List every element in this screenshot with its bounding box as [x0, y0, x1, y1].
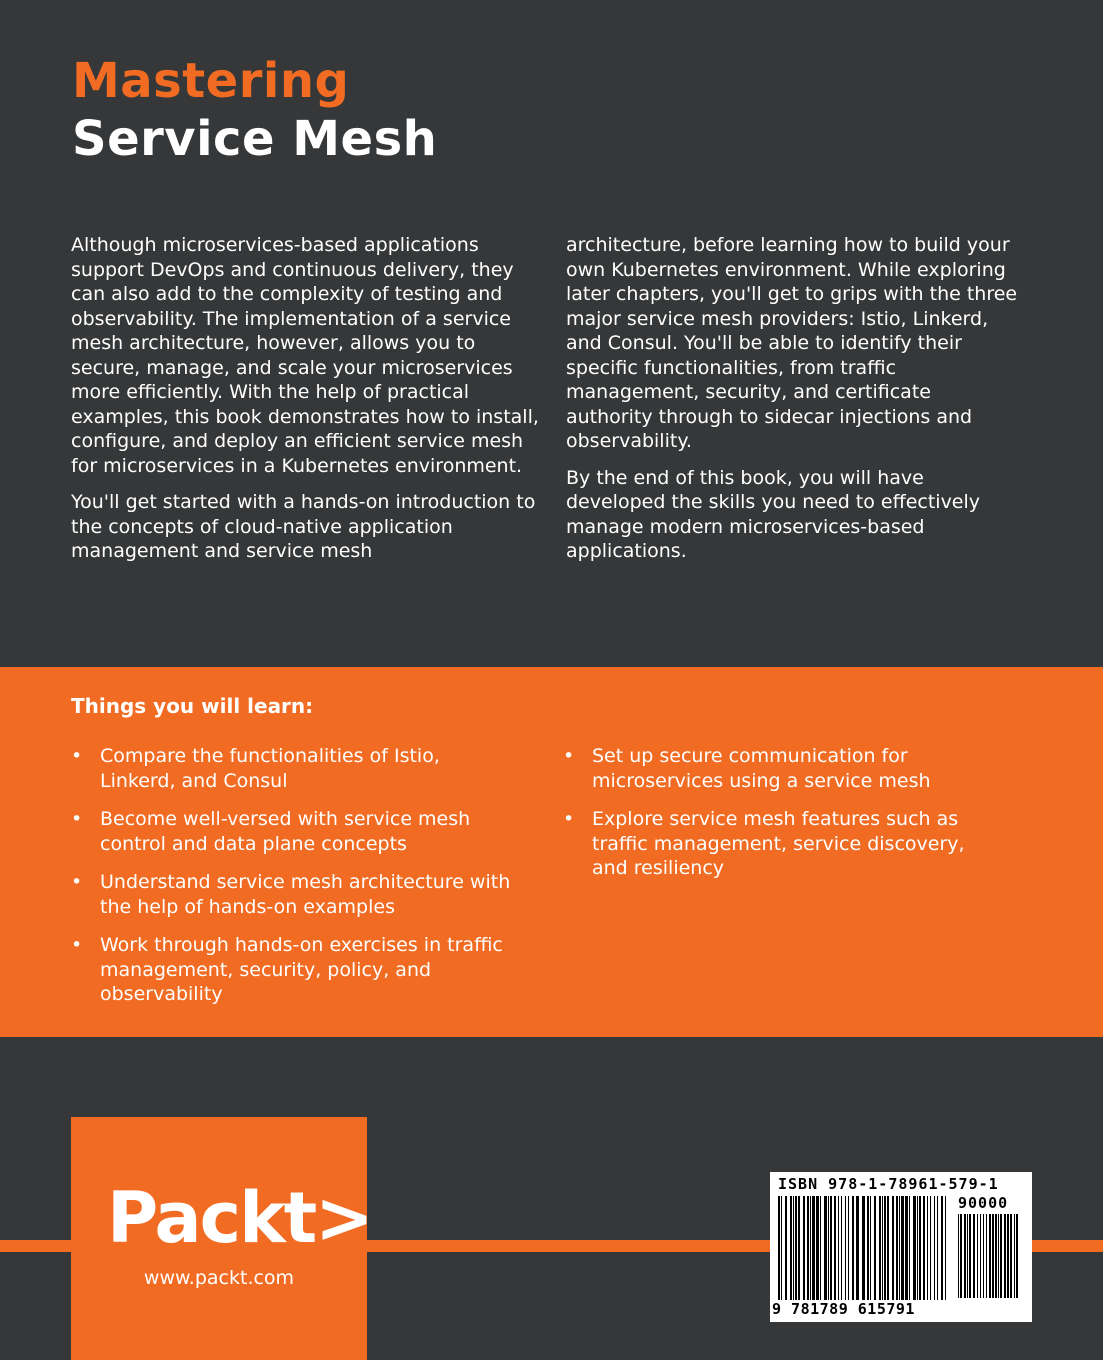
barcode-bar — [917, 1196, 918, 1300]
isbn-label: ISBN 978-1-78961-579-1 — [778, 1175, 999, 1193]
barcode-bar — [845, 1196, 846, 1300]
description-left-column — [71, 233, 539, 576]
barcode-bar — [934, 1196, 935, 1300]
book-title — [72, 52, 437, 168]
barcode-bar — [945, 1196, 946, 1300]
barcode-bar — [810, 1196, 811, 1300]
barcode-bar — [919, 1196, 921, 1300]
bullet-icon: • — [563, 808, 575, 830]
learn-item — [71, 744, 511, 793]
barcode-bar — [986, 1214, 987, 1298]
barcode-bar — [958, 1214, 959, 1298]
barcode-bar — [941, 1196, 943, 1300]
barcode-bar — [927, 1196, 928, 1300]
barcode-bar — [793, 1196, 794, 1300]
packt-logo: Packt> — [107, 1177, 372, 1259]
bullet-icon: • — [563, 745, 575, 767]
barcode-bar — [848, 1196, 849, 1300]
learn-list-right — [563, 744, 983, 895]
barcode-bar — [820, 1196, 821, 1300]
barcode-bar — [838, 1196, 839, 1300]
learn-item-text: Understand service mesh architecture with the help of hands-on examples — [100, 871, 511, 918]
barcode-bar — [973, 1214, 975, 1298]
barcode-bar — [1004, 1214, 1006, 1298]
isbn-barcode — [770, 1172, 1032, 1322]
description-paragraph: You'll get started with a hands-on introduction to the concepts of cloud-native application management and service mesh — [71, 491, 536, 562]
barcode-bar — [862, 1196, 865, 1300]
barcode-bar — [795, 1196, 797, 1300]
barcode-bar — [830, 1196, 832, 1300]
barcode-bar — [828, 1196, 829, 1300]
barcode-bar — [879, 1196, 881, 1300]
barcode-bar — [989, 1214, 991, 1298]
barcode-bar — [870, 1196, 871, 1300]
barcode-bar — [816, 1196, 819, 1300]
barcode-bar — [977, 1214, 978, 1298]
learn-item-text: Work through hands-on exercises in traffic management, security, policy, and observability — [100, 934, 503, 1005]
description-paragraph: By the end of this book, you will have developed the skills you need to effectively manage modern microservices-based applications. — [566, 466, 981, 562]
bullet-icon: • — [71, 871, 83, 893]
barcode-bar — [790, 1196, 792, 1300]
barcode-bar — [884, 1196, 886, 1300]
barcode-bars-icon — [778, 1196, 946, 1300]
addon-barcode-bars-icon — [958, 1214, 1028, 1314]
barcode-bar — [1014, 1214, 1015, 1298]
barcode-bar — [909, 1196, 910, 1300]
price-code: 90000 — [958, 1194, 1009, 1212]
barcode-bar — [852, 1196, 854, 1300]
barcode-bar — [896, 1196, 898, 1300]
barcode-bar — [803, 1196, 805, 1300]
barcode-bar — [834, 1196, 836, 1300]
barcode-bar — [856, 1196, 859, 1300]
learn-item — [71, 807, 511, 856]
barcode-bar — [998, 1214, 999, 1298]
barcode-bar — [960, 1214, 962, 1298]
learn-item-text: Explore service mesh features such as traffic management, service discovery, and resiliency — [592, 808, 965, 879]
learn-item — [563, 807, 983, 881]
title-line-1: Mastering — [72, 53, 350, 109]
barcode-bar — [1007, 1214, 1009, 1298]
description-paragraph: Although microservices-based applications support DevOps and continuous delivery, they can also add to the complexity of testing and observability. The implementation of a service mesh architecture, however, allows you to secure, manage, and scale your microservices more efficiently. With the help of practical examples, this book demonstrates how to install, configure, and deploy an efficient service mesh for microservices in a Kubernetes environment. — [71, 234, 539, 477]
barcode-bar — [1016, 1214, 1018, 1298]
learn-item-text: Set up secure communication for microservices using a service mesh — [592, 745, 931, 792]
barcode-bar — [892, 1196, 894, 1300]
publisher-url: www.packt.com — [143, 1267, 295, 1289]
barcode-bar — [798, 1196, 800, 1300]
barcode-bar — [781, 1196, 782, 1300]
barcode-bar — [1010, 1214, 1012, 1298]
barcode-bar — [969, 1214, 971, 1298]
learn-item — [563, 744, 983, 793]
barcode-bar — [899, 1196, 900, 1300]
ean-digits: 9 781789 615791 — [772, 1300, 915, 1318]
description-paragraph: architecture, before learning how to build your own Kubernetes environment. While exploring later chapters, you'll get to grips with the three major service mesh providers: Istio, Linkerd, and Consul. You'll be able to identify their specific functionalities, from traffic management, security, and certificate authority through to sidecar injections and observability. — [566, 234, 1018, 452]
barcode-bar — [824, 1196, 827, 1300]
barcode-bar — [812, 1196, 815, 1300]
barcode-bar — [937, 1196, 938, 1300]
learn-item-text: Compare the functionalities of Istio, Linkerd, and Consul — [100, 745, 440, 792]
barcode-bar — [807, 1196, 809, 1300]
barcode-bar — [841, 1196, 842, 1300]
barcode-bar — [992, 1214, 994, 1298]
bullet-icon: • — [71, 808, 83, 830]
barcode-bar — [1000, 1214, 1002, 1298]
bullet-icon: • — [71, 745, 83, 767]
barcode-bar — [867, 1196, 869, 1300]
learn-item-text: Become well-versed with service mesh control and data plane concepts — [100, 808, 471, 855]
barcode-bar — [882, 1196, 883, 1300]
title-line-2: Service Mesh — [72, 111, 438, 167]
description-right-column — [566, 233, 1018, 576]
barcode-bar — [887, 1196, 889, 1300]
publisher-logo-box — [71, 1117, 372, 1360]
learn-heading: Things you will learn: — [71, 694, 314, 718]
barcode-bar — [964, 1214, 966, 1298]
barcode-bar — [778, 1196, 780, 1300]
barcode-bar — [905, 1196, 908, 1300]
barcode-bar — [913, 1196, 916, 1300]
learn-item — [71, 870, 511, 919]
barcode-bar — [901, 1196, 904, 1300]
barcode-bar — [995, 1214, 997, 1298]
barcode-bar — [930, 1196, 931, 1300]
barcode-bar — [980, 1214, 981, 1298]
learn-item — [71, 933, 511, 1007]
barcode-bar — [967, 1214, 968, 1298]
barcode-bar — [874, 1196, 876, 1300]
barcode-bar — [923, 1196, 925, 1300]
barcode-bar — [785, 1196, 787, 1300]
learn-list-left — [71, 744, 511, 1021]
barcode-bar — [983, 1214, 984, 1298]
bullet-icon: • — [71, 934, 83, 956]
